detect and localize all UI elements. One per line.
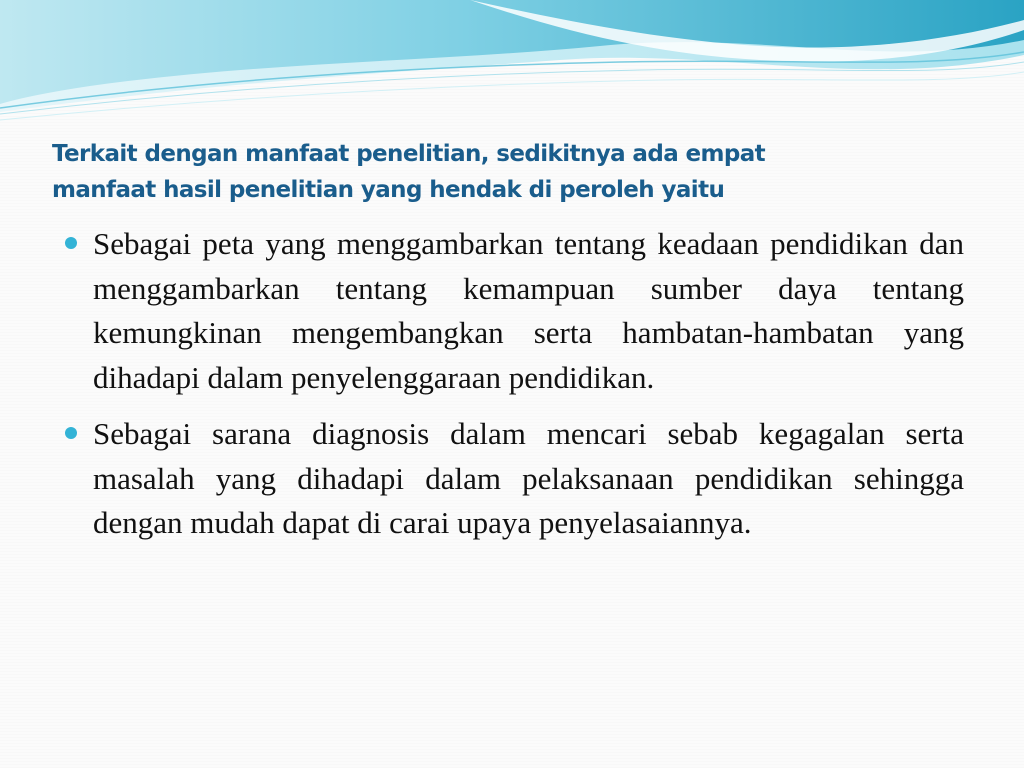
bullet-item-1 (62, 222, 964, 400)
bullet-dot-icon (65, 237, 77, 249)
title-line-1: Terkait dengan manfaat penelitian, sedikitnya ada empat (52, 141, 766, 167)
bullet-list (62, 222, 964, 558)
bullet-dot-icon (65, 427, 77, 439)
header-wave-decoration (0, 0, 1024, 150)
slide-title (52, 136, 952, 208)
bullet-item-2 (62, 412, 964, 546)
title-line-2: manfaat hasil penelitian yang hendak di peroleh yaitu (52, 177, 725, 203)
bullet-text-2: Sebagai sarana diagnosis dalam mencari sebab kegagalan serta masalah yang dihadapi dalam pelaksanaan pendidikan sehingga dengan mudah dapat di carai upaya penyelasaiannya. (93, 416, 964, 540)
bullet-text-1: Sebagai peta yang menggambarkan tentang keadaan pendidikan dan menggambarkan tentang kemampuan sumber daya tentang kemungkinan mengembangkan serta hambatan-hambatan yang dihadapi dalam penyelenggaraan pendidikan. (93, 226, 964, 395)
